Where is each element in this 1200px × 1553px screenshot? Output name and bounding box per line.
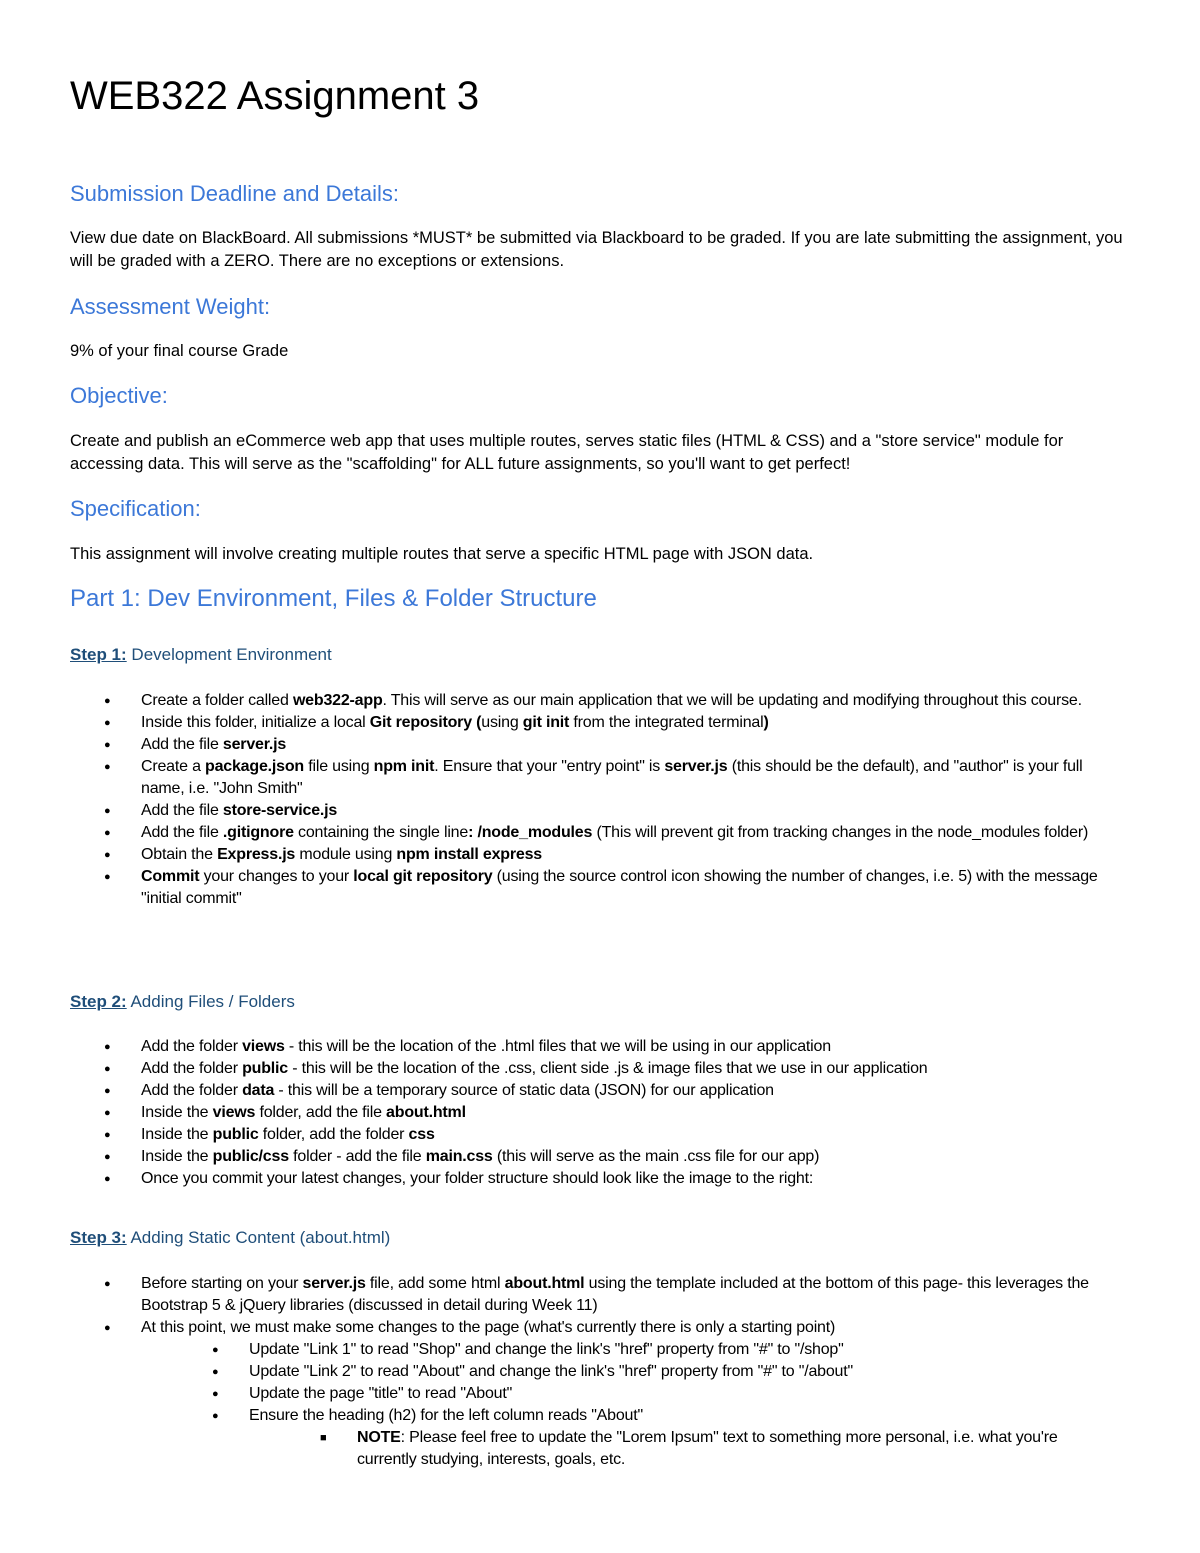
list-item	[104, 1146, 1114, 1168]
list-item	[104, 734, 1114, 756]
list-item-text: local git repository	[353, 868, 493, 885]
list-item-text: containing the single line	[293, 824, 469, 841]
step3-title: Adding Static Content (about.html)	[126, 1228, 391, 1247]
list-item	[212, 1361, 1114, 1383]
list-item-text: - this will be the location of the .css, client side .js & image files that we use in our application	[288, 1060, 928, 1077]
step1-list	[104, 690, 1114, 910]
list-item-text: Git repository (	[369, 714, 482, 731]
step3-sublist	[141, 1339, 1114, 1471]
list-item-text: Ensure the heading (h2) for the left column reads "About"	[249, 1407, 643, 1424]
list-item-text: - this will be a temporary source of static data (JSON) for our application	[274, 1082, 774, 1099]
list-item-text: Update "Link 1" to read "Shop" and change the link's "href" property from "#" to "/shop"	[249, 1341, 844, 1358]
list-item-text: . Ensure that your "entry point" is	[434, 758, 665, 775]
list-item	[104, 1124, 1114, 1146]
list-item	[104, 1273, 1114, 1317]
list-item-text: Inside the	[141, 1126, 213, 1143]
list-item	[104, 1317, 1114, 1471]
list-item-text: folder, add the folder	[258, 1126, 409, 1143]
specification-heading: Specification:	[70, 496, 201, 521]
list-item-text: npm install express	[396, 846, 542, 863]
list-item-text: about.html	[504, 1275, 585, 1292]
list-item-text: Update the page "title" to read "About"	[249, 1385, 513, 1402]
list-item-text: . This will serve as our main application that we will be updating and modifying throughout this course.	[382, 692, 1082, 709]
list-item-text: folder, add the file	[255, 1104, 387, 1121]
list-item-text: Add the file	[141, 824, 223, 841]
list-item-text: web322-app	[292, 692, 383, 709]
list-item-text: Add the folder	[141, 1038, 243, 1055]
list-item-text: server.js	[664, 758, 728, 775]
list-item-text: server.js	[302, 1275, 366, 1292]
list-item	[104, 690, 1114, 712]
list-item-text: Inside the	[141, 1148, 213, 1165]
list-item-text: data	[242, 1082, 275, 1099]
list-item-text: public	[212, 1126, 259, 1143]
list-item-text: Add the folder	[141, 1082, 243, 1099]
list-item	[104, 844, 1114, 866]
step3-note-list	[249, 1427, 1114, 1471]
specification-text: This assignment will involve creating multiple routes that serve a specific HTML page with JSON data.	[70, 545, 814, 563]
list-item	[104, 1036, 1114, 1058]
list-item-text: css	[408, 1126, 435, 1143]
list-item-text: Add the file	[141, 802, 223, 819]
list-item-text: Add the folder	[141, 1060, 243, 1077]
list-item	[212, 1339, 1114, 1361]
list-item-text: - this will be the location of the .html files that we will be using in our application	[284, 1038, 831, 1055]
part1-heading: Part 1: Dev Environment, Files & Folder Structure	[70, 585, 597, 612]
objective-heading: Objective:	[70, 383, 168, 408]
step1-label: Step 1:	[70, 645, 127, 664]
step1-title: Development Environment	[126, 645, 332, 664]
list-item	[320, 1427, 1114, 1471]
list-item-text: Express.js	[217, 846, 296, 863]
step2-list	[104, 1036, 1114, 1190]
list-item	[104, 800, 1114, 822]
list-item	[104, 1058, 1114, 1080]
list-item	[104, 1080, 1114, 1102]
list-item	[104, 756, 1114, 800]
list-item-text: using	[481, 714, 523, 731]
step2-heading	[70, 990, 295, 1013]
list-item	[104, 712, 1114, 734]
list-item-text: your changes to your	[199, 868, 354, 885]
list-item-text: file using	[304, 758, 374, 775]
list-item-text: Update "Link 2" to read "About" and change the link's "href" property from "#" to "/about"	[249, 1363, 853, 1380]
step2-title: Adding Files / Folders	[126, 992, 295, 1011]
list-item-text: using the template included at the bottom of this page- this leverages the Bootstrap 5 & jQuery libraries (discussed in detail during Week 11)	[141, 1275, 1089, 1314]
list-item-text: git init	[522, 714, 570, 731]
list-item-text: : /node_modules	[468, 824, 593, 841]
list-item-text: public	[242, 1060, 288, 1077]
list-item-text: store-service.js	[222, 802, 338, 819]
list-item-text: Inside this folder, initialize a local	[141, 714, 370, 731]
list-item	[104, 1168, 1114, 1190]
list-item-text: Commit	[141, 868, 200, 885]
list-item-text: Inside the	[141, 1104, 213, 1121]
weight-heading: Assessment Weight:	[70, 294, 271, 319]
list-item-text: public/css	[212, 1148, 289, 1165]
list-item	[104, 822, 1114, 844]
list-item-text: : Please feel free to update the "Lorem Ipsum" text to something more personal, i.e. what you're currently studying, interests, goals, etc.	[357, 1429, 1058, 1468]
list-item-text: views	[212, 1104, 256, 1121]
step1-heading	[70, 643, 332, 666]
list-item-text: folder - add the file	[288, 1148, 426, 1165]
list-item-text: views	[242, 1038, 285, 1055]
list-item-text: npm init	[373, 758, 435, 775]
list-item-text: Once you commit your latest changes, your folder structure should look like the image to the right:	[141, 1170, 814, 1187]
step3-list	[104, 1273, 1114, 1471]
list-item-text: Create a folder called	[141, 692, 293, 709]
deadline-heading: Submission Deadline and Details:	[70, 181, 399, 206]
list-item-text: )	[763, 714, 769, 731]
list-item	[104, 866, 1114, 910]
list-item-text: package.json	[205, 758, 304, 775]
list-item	[212, 1405, 1114, 1471]
weight-text: 9% of your final course Grade	[70, 342, 289, 360]
list-item	[212, 1383, 1114, 1405]
list-item-text: .gitignore	[222, 824, 294, 841]
deadline-text: View due date on BlackBoard. All submissions *MUST* be submitted via Blackboard to be graded. If you are late submitting the assignment, you will be graded with a ZERO. There are no exceptions or extensions.	[70, 229, 1123, 270]
list-item-text: At this point, we must make some changes to the page (what's currently there is only a starting point)	[141, 1319, 836, 1336]
list-item-text: file, add some html	[365, 1275, 505, 1292]
step3-heading	[70, 1226, 390, 1249]
list-item-text: server.js	[222, 736, 287, 753]
list-item-text: Before starting on your	[141, 1275, 303, 1292]
list-item-text: (this will serve as the main .css file for our app)	[492, 1148, 820, 1165]
list-item-text: about.html	[386, 1104, 466, 1121]
list-item-text: Obtain the	[141, 846, 218, 863]
list-item-text: (This will prevent git from tracking changes in the node_modules folder)	[592, 824, 1089, 841]
step2-label: Step 2:	[70, 992, 127, 1011]
step3-label: Step 3:	[70, 1228, 127, 1247]
list-item-text: (using the source control icon showing the number of changes, i.e. 5) with the message "initial commit"	[141, 868, 1098, 907]
list-item-text: Add the file	[141, 736, 223, 753]
list-item-text: module using	[295, 846, 397, 863]
list-item-text: main.css	[425, 1148, 493, 1165]
list-item	[104, 1102, 1114, 1124]
list-item-text: NOTE	[357, 1429, 401, 1446]
document-title: WEB322 Assignment 3	[70, 74, 480, 118]
list-item-text: from the integrated terminal	[569, 714, 764, 731]
objective-text: Create and publish an eCommerce web app that uses multiple routes, serves static files (HTML & CSS) and a "store service" module for accessing data. This will serve as the "scaffolding" for ALL future assignments, so you'll want to get perfect!	[70, 432, 1064, 473]
list-item-text: Create a	[141, 758, 206, 775]
list-item-text: (this should be the default), and "author" is your full name, i.e. "John Smith"	[141, 758, 1083, 797]
